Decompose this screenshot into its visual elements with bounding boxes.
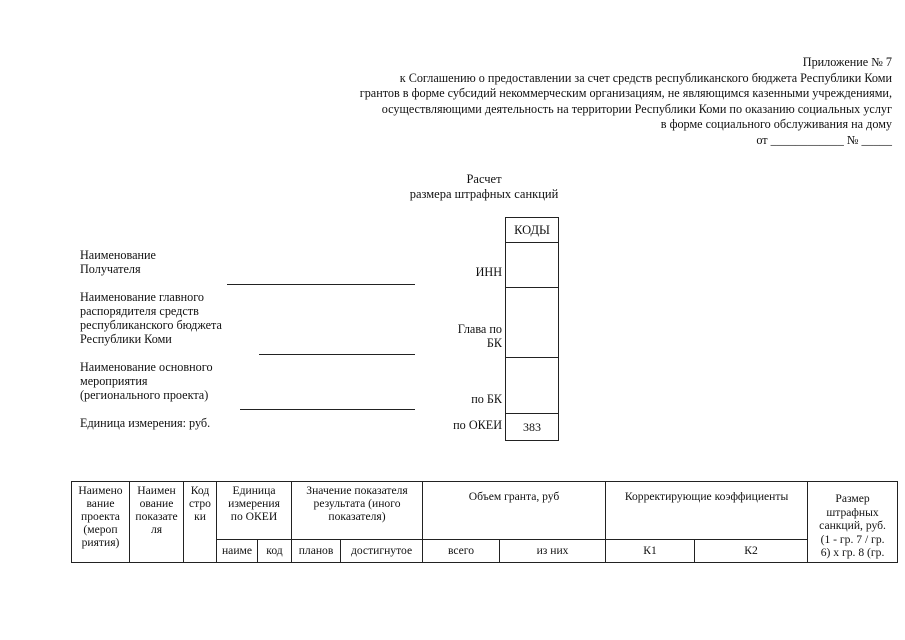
col-code-header: Код стро ки — [184, 482, 217, 563]
sub-coef-k2: К2 — [695, 540, 808, 562]
document-title — [0, 172, 905, 202]
col-coef-header: Корректирующие коэффициенты — [606, 482, 808, 540]
event-label: Наименование основного мероприятия (регионального проекта) — [80, 360, 213, 402]
event-line — [240, 409, 415, 410]
col-size-header: Размер штрафных санкций, руб. (1 - гр. 7 / гр. 6) х гр. 8 (гр. — [808, 482, 898, 563]
bk-label: по БК — [471, 392, 502, 406]
agreement-line-2: грантов в форме субсидий некоммерческим организациям, не являющимся казенными учреждениями, — [359, 86, 892, 100]
unit-label: Единица измерения: руб. — [80, 416, 211, 430]
manager-label: Наименование главного распорядителя средств республиканского бюджета Республики Коми — [80, 290, 222, 346]
inn-label: ИНН — [475, 265, 502, 279]
codes-header: КОДЫ — [514, 223, 550, 237]
penalty-table — [71, 481, 898, 563]
recipient-label: Наименование Получателя — [80, 248, 156, 276]
appendix-number: Приложение № 7 — [802, 55, 892, 69]
appendix-header — [360, 55, 892, 148]
agreement-date-number: от ____________ № _____ — [756, 132, 892, 147]
agreement-line-3: осуществляющими деятельность на территории Республики Коми по оказанию социальных услуг — [381, 101, 892, 116]
col-project-header: Наимено вание проекта (мероп риятия) — [72, 482, 130, 563]
sub-unit-name: наиме — [217, 540, 258, 562]
title-line-1: Расчет — [466, 172, 502, 186]
sub-achieved: достигнутое — [341, 540, 423, 562]
col-unit-header: Единица измерения по ОКЕИ — [217, 482, 292, 540]
recipient-line — [227, 284, 415, 285]
manager-line — [259, 354, 415, 355]
title-line-2: размера штрафных санкций — [409, 187, 559, 201]
okei-label: по ОКЕИ — [453, 418, 502, 432]
col-indicator-header: Наимен ование показате ля — [130, 482, 184, 563]
agreement-line-4: в форме социального обслуживания на дому — [660, 117, 892, 131]
col-value-header: Значение показателя результата (иного показателя) — [292, 482, 423, 540]
okei-code-cell: 383 — [506, 413, 558, 440]
sub-grant-of-which: из них — [500, 540, 606, 562]
col-grant-header: Объем гранта, руб — [423, 482, 606, 540]
sub-planned: планов — [292, 540, 341, 562]
chapter-code-cell — [506, 287, 558, 357]
bk-code-cell — [506, 357, 558, 413]
agreement-line-1: к Соглашению о предоставлении за счет средств республиканского бюджета Республики Коми — [399, 70, 892, 85]
sub-coef-k1: К1 — [606, 540, 695, 562]
codes-box — [505, 217, 559, 441]
sub-unit-code: код — [258, 540, 292, 562]
chapter-label: Глава по БК — [457, 322, 502, 350]
sub-grant-total: всего — [423, 540, 500, 562]
inn-code-cell — [506, 242, 558, 287]
